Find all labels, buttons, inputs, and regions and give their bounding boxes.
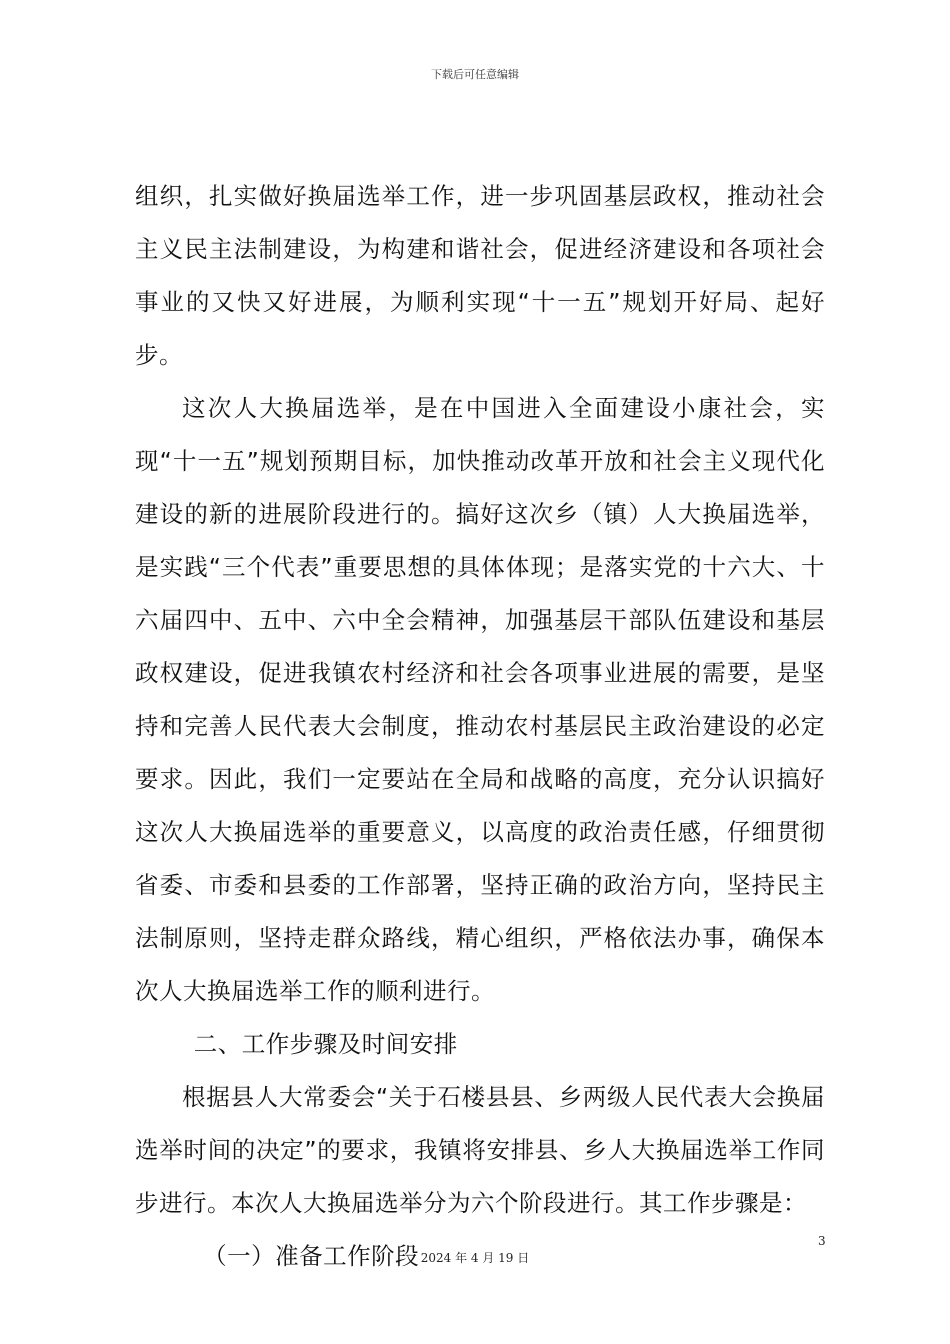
page-header: 下载后可任意编辑 [431,68,519,81]
page-number: 3 [818,1234,826,1248]
paragraph-continuation: 组织，扎实做好换届选举工作，进一步巩固基层政权，推动社会主义民主法制建设，为构建和谐社会，促进经济建设和各项社会事业的又快又好进展，为顺利实现“十一五”规划开好局、起好步。 [135,182,825,369]
document-body [135,170,825,1283]
paragraph-schedule: 根据县人大常委会“关于石楼县县、乡两级人民代表大会换届选举时间的决定”的要求，我镇将安排县、乡人大换届选举工作同步进行。本次人大换届选举分为六个阶段进行。其工作步骤是： [135,1083,825,1217]
subsection-heading: （一）准备工作阶段 [203,1242,420,1270]
section-heading: 二、工作步骤及时间安排 [193,1030,458,1058]
page-footer-date: 2024 年 4 月 19 日 [420,1251,530,1265]
paragraph-significance: 这次人大换届选举，是在中国进入全面建设小康社会，实现“十一五”规划预期目标，加快推动改革开放和社会主义现代化建设的新的进展阶段进行的。搞好这次乡（镇）人大换届选举，是实践“三个代表”重要思想的具体体现；是落实党的十六大、十六届四中、五中、六中全会精神，加强基层干部队伍建设和基层政权建设，促进我镇农村经济和社会各项事业进展的需要，是坚持和完善人民代表大会制度，推动农村基层民主政治建设的必定要求。因此，我们一定要站在全局和战略的高度，充分认识搞好这次人大换届选举的重要意义，以高度的政治责任感，仔细贯彻省委、市委和县委的工作部署，坚持正确的政治方向，坚持民主法制原则，坚持走群众路线，精心组织，严格依法办事，确保本次人大换届选举工作的顺利进行。 [135,394,825,1005]
